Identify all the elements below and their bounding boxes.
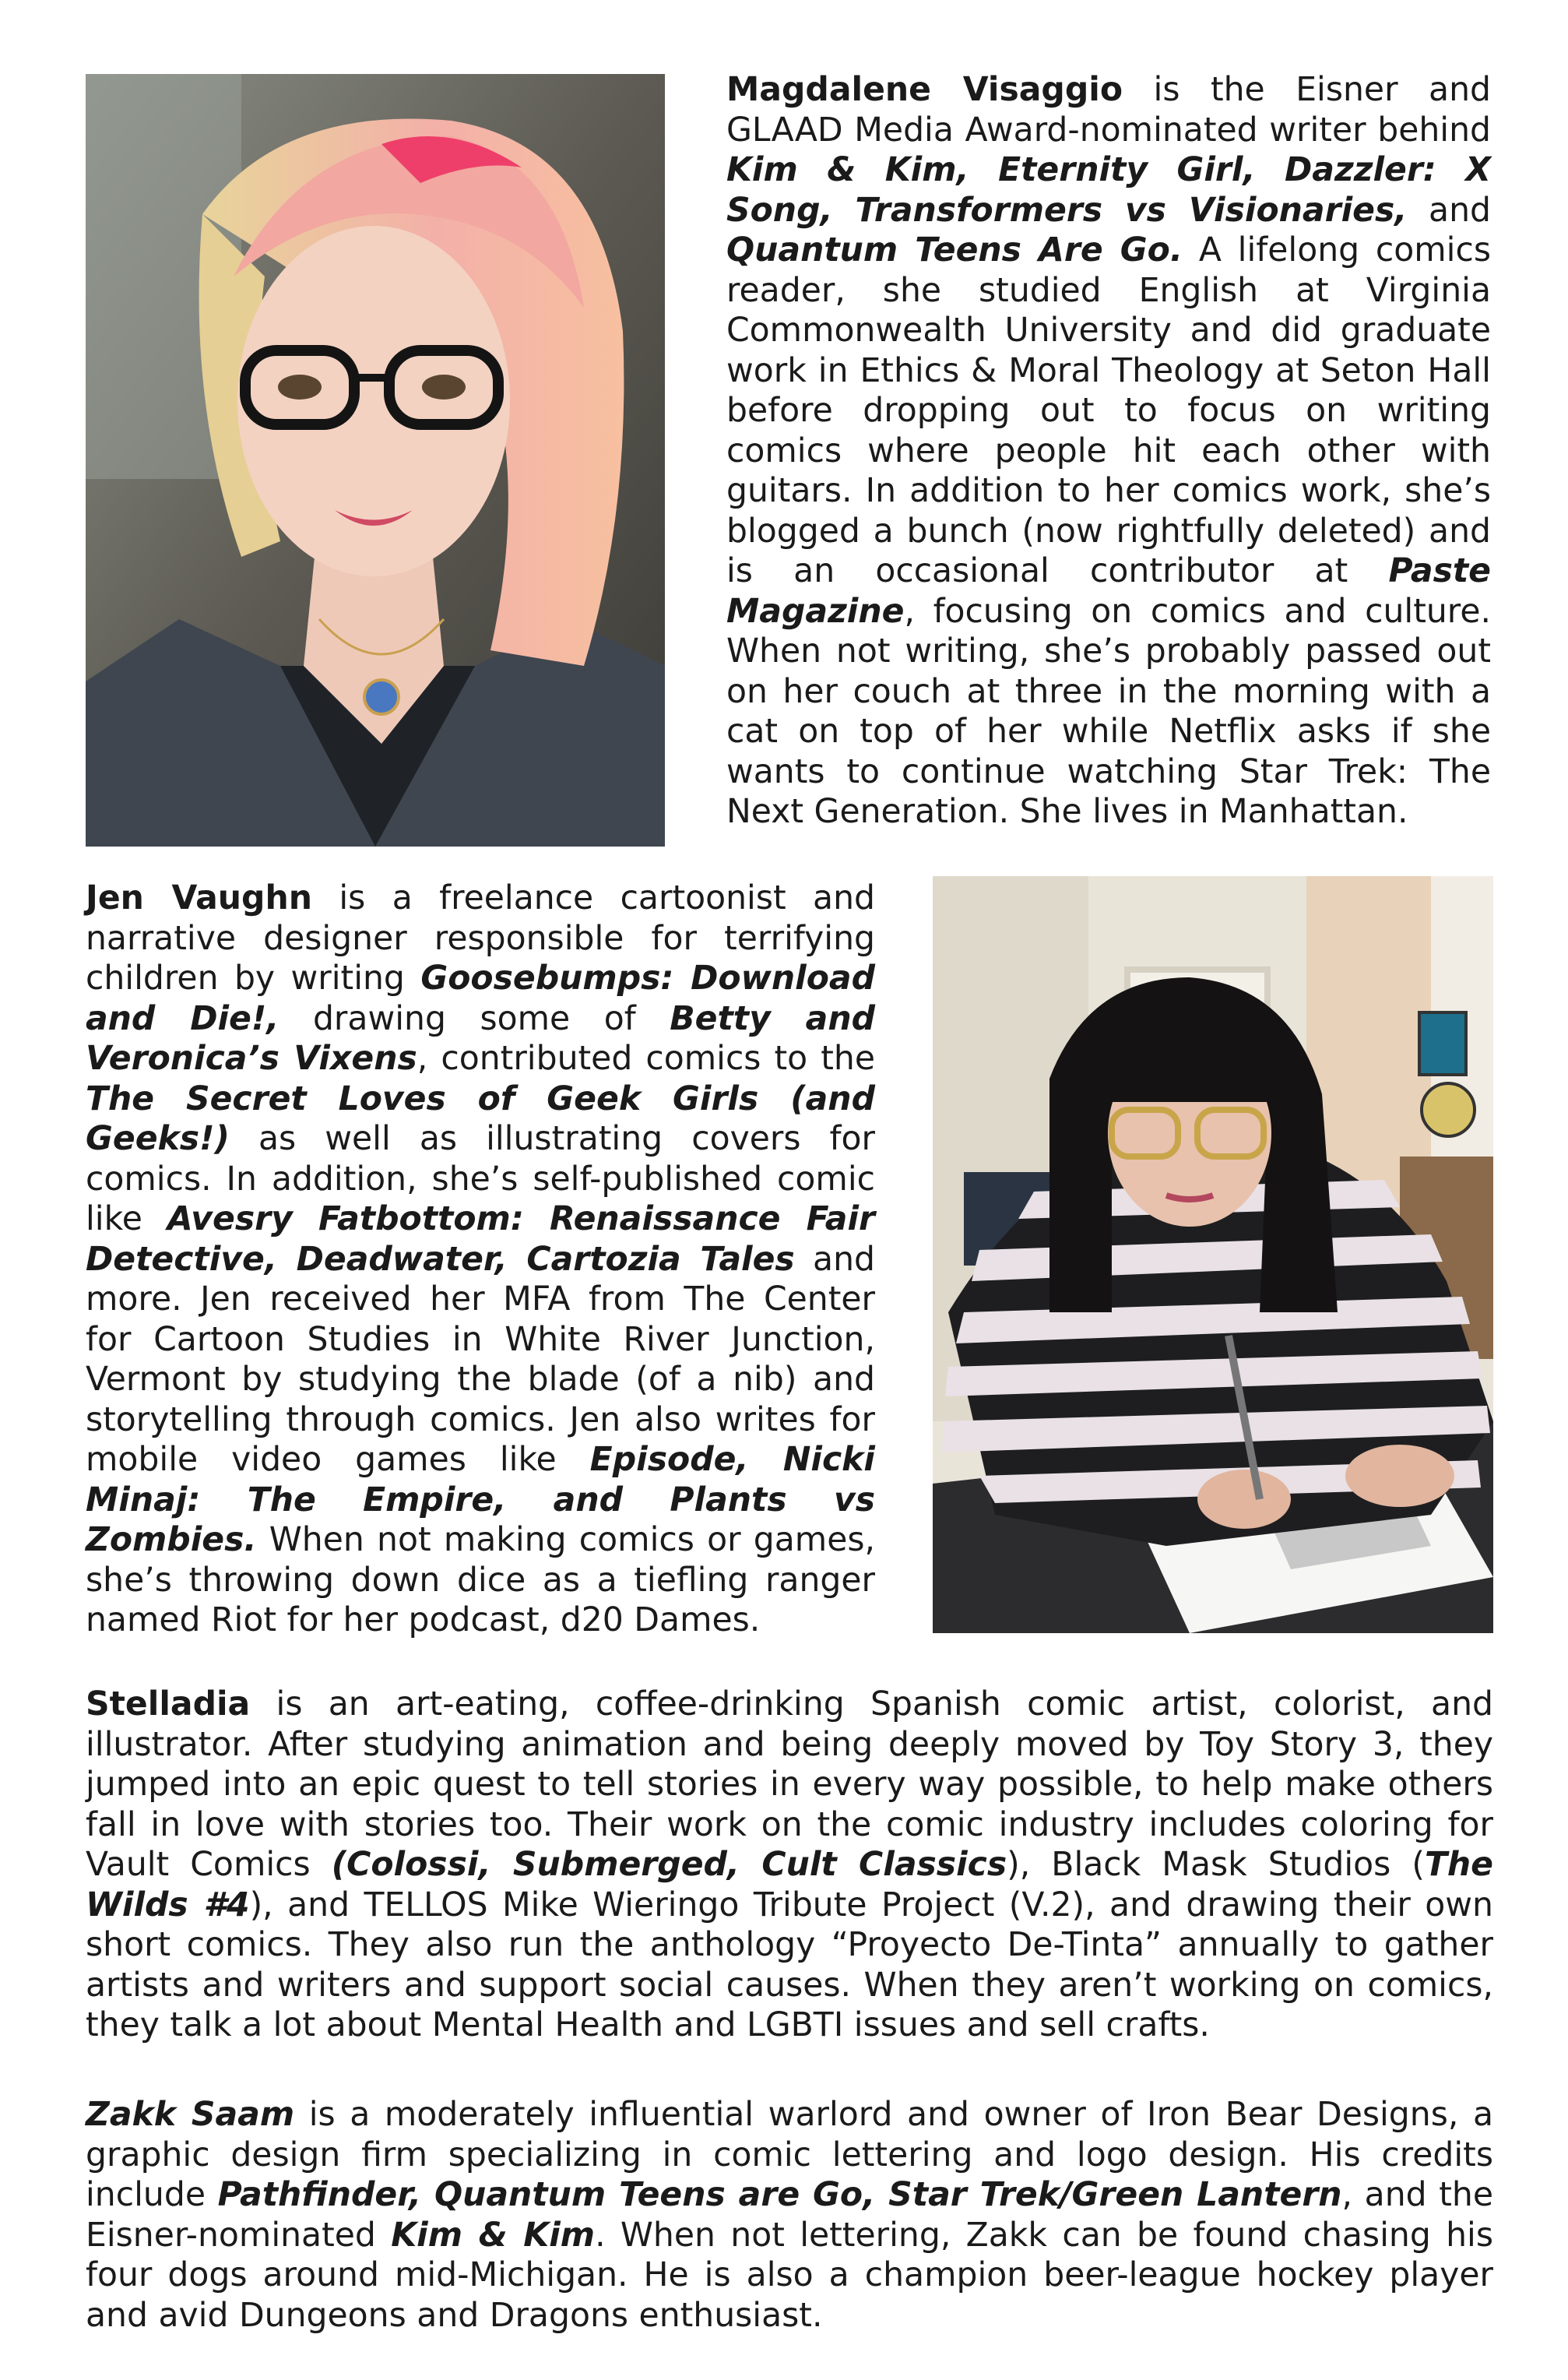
work-title: (Colossi, Submerged, Cult Classics <box>331 1846 1007 1884</box>
work-title: Goosebumps: Download and Die!, <box>86 959 875 1038</box>
publication-title: Paste Magazine <box>726 552 1491 631</box>
work-title: Pathfinder, Quantum Teens are Go, Star Trek/Green Lantern <box>217 2176 1342 2214</box>
bio-stelladia: Stelladia is an art-eating, coffee-drinking Spanish comic artist, colorist, and illustrator. After studying animation and being deeply moved by Toy Story 3, they jumped into an epic quest to tell stories in every way possible, to help make others fall in love with stories too. Their work on the comic industry includes coloring for Vault Comics (Colossi, Submerged, Cult Classics), Black Mask Studios (The Wilds #4), and TELLOS Mike Wieringo Tribute Project (V.2), and drawing their own short comics. They also run the anthology “Proyecto De-Tinta” annually to gather artists and writers and support social causes. When they aren’t working on comics, they talk a lot about Mental Health and LGBTI issues and sell crafts. <box>86 1685 1494 2044</box>
work-title: Kim & Kim <box>391 2216 596 2255</box>
portrait-photo-jen <box>933 876 1493 1633</box>
work-title: The Secret Loves of Geek Girls (and Geeks!) <box>86 1079 875 1158</box>
work-title: Betty and Veronica’s Vixens <box>86 999 876 1078</box>
bio-name: Magdalene Visaggio <box>726 71 1123 109</box>
work-title: Quantum Teens Are Go. <box>726 231 1183 269</box>
portrait-photo-magdalene <box>86 74 665 847</box>
work-title: Avesry Fatbottom: Renaissance Fair Detective, Deadwater, Cartozia Tales <box>86 1200 875 1279</box>
bio-name: Zakk Saam <box>86 2096 295 2134</box>
work-title: Kim & Kim, Eternity Girl, Dazzler: X Song, Transformers vs Visionaries, <box>726 151 1491 230</box>
work-title: Episode, Nicki Minaj: The Empire, and Plants vs Zombies. <box>86 1441 875 1559</box>
bio-zakk: Zakk Saam is a moderately influential warlord and owner of Iron Bear Designs, a graphic design firm specializing in comic lettering and logo design. His credits include Pathfinder, Quantum Teens are Go, Star Trek/Green Lantern, and the Eisner-nominated Kim & Kim. When not lettering, Zakk can be found chasing his four dogs around mid-Michigan. He is also a champion beer-league hockey player and avid Dungeons and Dragons enthusiast. <box>86 2096 1494 2335</box>
bio-jen: Jen Vaughn is a freelance cartoonist and narrative designer responsible for terrifying children by writing Goosebumps: Download and Die!, drawing some of Betty and Veronica’s Vixens, contributed comics to the The Secret Loves of Geek Girls (and Geeks!) as well as illustrating covers for comics. In addition, she’s self-published comic like Avesry Fatbottom: Renaissance Fair Detective, Deadwater, Cartozia Tales and more. Jen received her MFA from The Center for Cartoon Studies in White River Junction, Vermont by studying the blade (of a nib) and storytelling through comics. Jen also writes for mobile video games like Episode, Nicki Minaj: The Empire, and Plants vs Zombies. When not making comics or games, she’s throwing down dice as a tiefling ranger named Riot for her podcast, d20 Dames. <box>86 879 876 1639</box>
bio-magdalene: Magdalene Visaggio is the Eisner and GLAAD Media Award-nominated writer behind Kim & Kim, Eternity Girl, Dazzler: X Song, Transformers vs Visionaries, and Quantum Teens Are Go. A lifelong comics reader, she studied English at Virginia Commonwealth University and did graduate work in Ethics & Moral Theology at Seton Hall before dropping out to focus on writing comics where people hit each other with guitars. In addition to her comics work, she’s blogged a bunch (now rightfully deleted) and is an occasional contributor at Paste Magazine, focusing on comics and culture. When not writing, she’s probably passed out on her couch at three in the morning with a cat on top of her while Netflix asks if she wants to continue watching Star Trek: The Next Generation. She lives in Manhattan. <box>726 71 1492 831</box>
bio-name: Jen Vaughn <box>86 879 312 917</box>
work-title: The Wilds #4 <box>86 1846 1494 1924</box>
bio-name: Stelladia <box>86 1685 251 1723</box>
